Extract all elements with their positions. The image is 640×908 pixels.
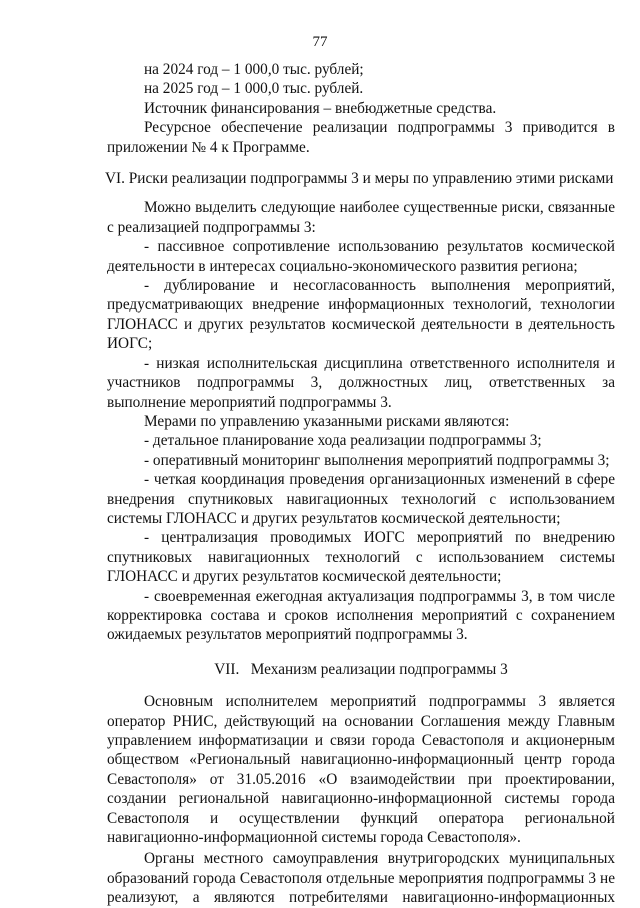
page-number: 77 [312, 34, 328, 50]
funding-line-2024: на 2024 год – 1 000,0 тыс. рублей; [144, 61, 364, 78]
funding-source: Источник финансирования – внебюджетные средства. [144, 99, 497, 117]
measures-intro: Мерами по управлению указанными рисками являются: [144, 412, 510, 430]
mechanism-paragraph: Основным исполнителем мероприятий подпрограммы 3 является оператор РНИС, действующий на основании Соглашения между Главным управлением информатизации и связи города Севастополя и акционерным обществом «Региональный навигационно-информационный центр города Севастополя» от 31.05.2016 «О взаимодействии при проектировании, создании региональной навигационно-информационной системы города Севастополя и осуществлении функций оператора региональной навигационно-информационной системы города Севастополя». [107, 693, 615, 847]
measure-item: - централизация проводимых ИОГС мероприятий по внедрению спутниковых навигационных технологий с использованием системы ГЛОНАСС и других результатов космической деятельности; [107, 529, 615, 586]
resource-provision-paragraph: Ресурсное обеспечение реализации подпрограммы 3 приводится в приложении № 4 к Программе. [107, 119, 615, 156]
measure-item: - оперативный мониторинг выполнения мероприятий подпрограммы 3; [144, 451, 610, 469]
risks-intro: Можно выделить следующие наиболее существенные риски, связанные с реализацией подпрограммы 3: [107, 199, 615, 236]
document-body [107, 60, 615, 908]
section-7-heading: VII. Механизм реализации подпрограммы 3 [214, 660, 508, 678]
mechanism-paragraph: Органы местного самоуправления внутригородских муниципальных образований города Севастополя отдельные мероприятия подпрограммы 3 не реализуют, а являются потребителями навигационно-информационных [107, 850, 615, 907]
risk-item: - пассивное сопротивление использованию результатов космической деятельности в интересах социально-экономического развития региона; [107, 238, 615, 275]
measure-item: - своевременная ежегодная актуализация подпрограммы 3, в том числе корректировка состава и сроков исполнения мероприятий с сохранением ожидаемых результатов мероприятий подпрограммы 3. [107, 587, 615, 644]
risk-item: - дублирование и несогласованность выполнения мероприятий, предусматривающих внедрение информационных технологий, технологии ГЛОНАСС и других результатов космической деятельности в деятельность ИОГС; [107, 277, 615, 353]
measure-item: - детальное планирование хода реализации подпрограммы 3; [144, 432, 542, 450]
measure-item: - четкая координация проведения организационных изменений в сфере внедрения спутниковых навигационных технологий с использованием системы ГЛОНАСС и других результатов космической деятельности; [107, 471, 615, 527]
section-6-heading: VI. Риски реализации подпрограммы 3 и меры по управлению этими рисками [105, 170, 614, 188]
risk-item: - низкая исполнительская дисциплина ответственного исполнителя и участников подпрограммы 3, должностных лиц, ответственных за выполнение мероприятий подпрограммы 3. [107, 354, 615, 411]
funding-line-2025: на 2025 год – 1 000,0 тыс. рублей. [144, 80, 364, 98]
